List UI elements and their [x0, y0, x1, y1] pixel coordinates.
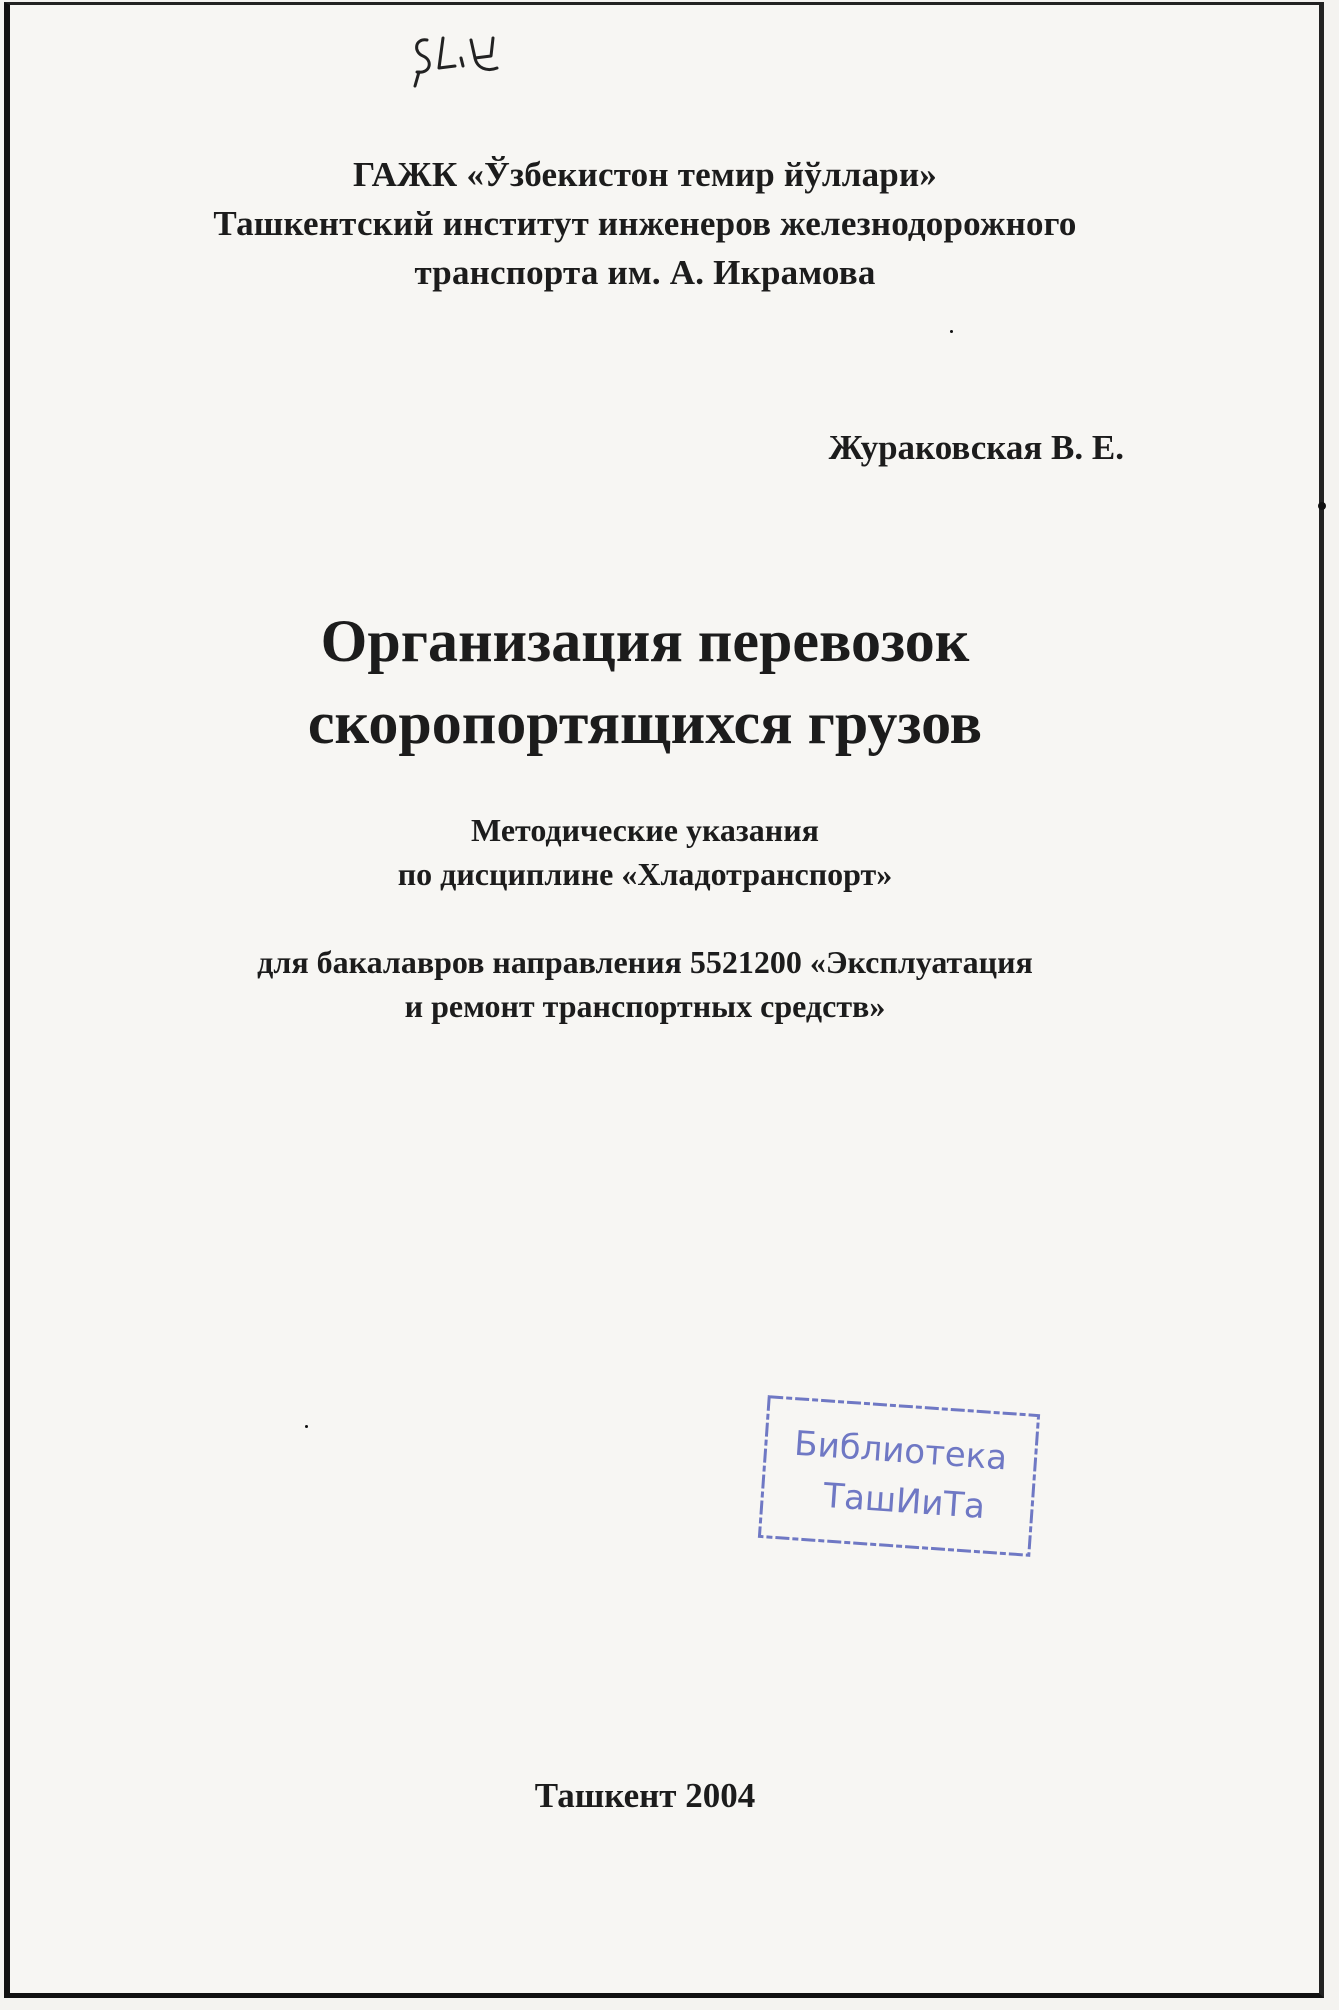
organization-line-1: ГАЖК «Ўзбекистон темир йўллари»	[352, 155, 938, 194]
organization-block	[0, 150, 1290, 297]
title-line-1: Организация перевозок	[320, 608, 970, 674]
audience-note	[0, 940, 1290, 1028]
scan-speck	[305, 1425, 308, 1428]
audience-line-1: для бакалавров направления 5521200 «Эксплуатация	[257, 944, 1033, 980]
title-line-2: скоропортящихся грузов	[307, 690, 983, 756]
document-title	[0, 600, 1290, 764]
place-and-year: Ташкент 2004	[534, 1776, 756, 1815]
scan-speck	[1318, 502, 1326, 510]
author-name: Жураковская В. Е.	[828, 428, 1124, 467]
document-subtitle	[0, 808, 1290, 896]
library-stamp	[753, 1390, 1045, 1561]
subtitle-line-2: по дисциплине «Хладотранспорт»	[397, 856, 893, 892]
scan-speck	[950, 330, 953, 333]
stamp-line-2: ТашИиТа	[822, 1475, 987, 1528]
organization-line-2: Ташкентский институт инженеров железнодорожного	[213, 204, 1077, 243]
audience-line-2: и ремонт транспортных средств»	[404, 988, 886, 1024]
handwritten-mark	[405, 28, 515, 90]
subtitle-line-1: Методические указания	[471, 812, 819, 848]
stamp-line-1: Библиотека	[793, 1423, 1009, 1479]
organization-line-3: транспорта им. А. Икрамова	[414, 253, 876, 292]
